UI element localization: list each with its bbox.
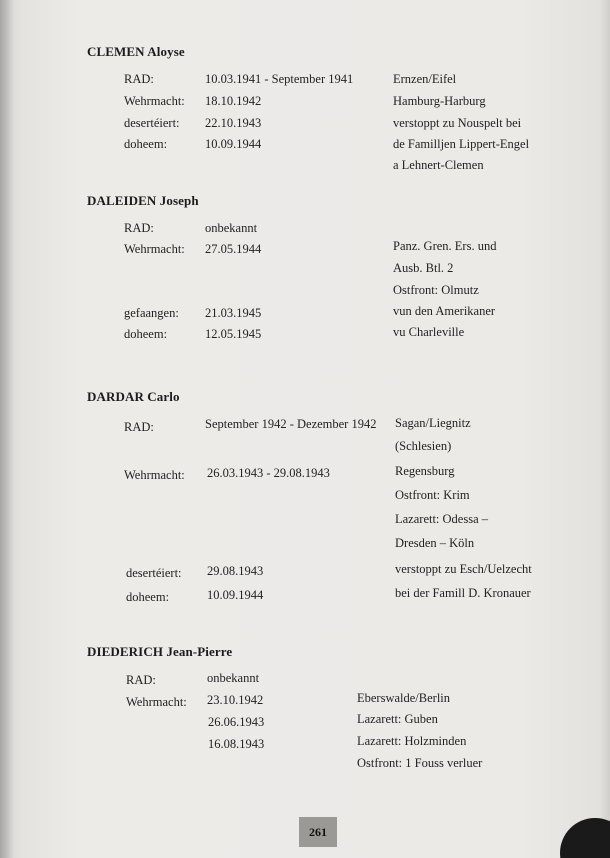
row-label: RAD: — [126, 673, 156, 687]
row-note: (Schlesien) — [395, 439, 452, 453]
row-note: Dresden – Köln — [395, 536, 475, 550]
row-note: Sagan/Liegnitz — [395, 416, 471, 430]
row-note: verstoppt zu Nouspelt bei — [393, 116, 522, 130]
row-date: 10.09.1944 — [207, 588, 264, 602]
row-label: doheem: — [124, 327, 168, 341]
row-note: Eberswalde/Berlin — [357, 691, 451, 705]
row-note: Hamburg-Harburg — [393, 94, 486, 108]
row-date: 29.08.1943 — [207, 564, 264, 578]
row-date: 26.03.1943 - 29.08.1943 — [207, 466, 330, 480]
entry-name: DARDAR Carlo — [87, 389, 180, 404]
row-note: Lazarett: Odessa – — [395, 512, 489, 526]
row-label: doheem: — [124, 137, 168, 151]
row-date: 26.06.1943 — [208, 715, 265, 729]
row-note: bei der Famill D. Kronauer — [395, 586, 531, 600]
row-label: gefaangen: — [124, 306, 179, 320]
row-note: Ernzen/Eifel — [393, 72, 457, 86]
row-date: onbekannt — [207, 671, 260, 685]
row-note: verstoppt zu Esch/Uelzecht — [395, 562, 532, 576]
row-note: vu Charleville — [393, 325, 465, 339]
row-label: Wehrmacht: — [124, 468, 185, 482]
row-label: RAD: — [124, 72, 154, 86]
row-date: 12.05.1945 — [205, 327, 262, 341]
row-note: Ausb. Btl. 2 — [393, 261, 454, 275]
row-label: RAD: — [124, 221, 154, 235]
row-label: desertéiert: — [126, 566, 182, 580]
row-label: desertéiert: — [124, 116, 180, 130]
row-note: a Lehnert-Clemen — [393, 158, 484, 172]
page-corner-shadow — [560, 818, 610, 858]
row-date: onbekannt — [205, 221, 258, 235]
row-date: 18.10.1942 — [205, 94, 262, 108]
entry-name: DIEDERICH Jean-Pierre — [87, 644, 233, 659]
row-date: 16.08.1943 — [208, 737, 265, 751]
row-note: Regensburg — [395, 464, 455, 478]
row-label: Wehrmacht: — [124, 242, 185, 256]
row-note: de Familljen Lippert-Engel — [393, 137, 530, 151]
row-note: Lazarett: Holzminden — [357, 734, 467, 748]
row-note: Ostfront: 1 Fouss verluer — [357, 756, 483, 770]
row-date: 27.05.1944 — [205, 242, 262, 256]
row-date: 10.09.1944 — [205, 137, 262, 151]
row-note: Panz. Gren. Ers. und — [393, 239, 497, 253]
entry-name: DALEIDEN Joseph — [87, 193, 199, 208]
row-date: 22.10.1943 — [205, 116, 262, 130]
row-note: Ostfront: Krim — [395, 488, 470, 502]
gutter-shadow — [0, 0, 14, 858]
row-label: RAD: — [124, 420, 154, 434]
page-number: 261 — [299, 817, 337, 847]
row-date: September 1942 - Dezember 1942 — [205, 417, 377, 431]
row-label: Wehrmacht: — [126, 695, 187, 709]
row-label: Wehrmacht: — [124, 94, 185, 108]
entry-name: CLEMEN Aloyse — [87, 44, 185, 59]
row-note: vun den Amerikaner — [393, 304, 496, 318]
row-note: Lazarett: Guben — [357, 712, 438, 726]
row-note: Ostfront: Olmutz — [393, 283, 479, 297]
row-date: 23.10.1942 — [207, 693, 264, 707]
row-date: 10.03.1941 - September 1941 — [205, 72, 354, 86]
row-label: doheem: — [126, 590, 170, 604]
row-date: 21.03.1945 — [205, 306, 262, 320]
